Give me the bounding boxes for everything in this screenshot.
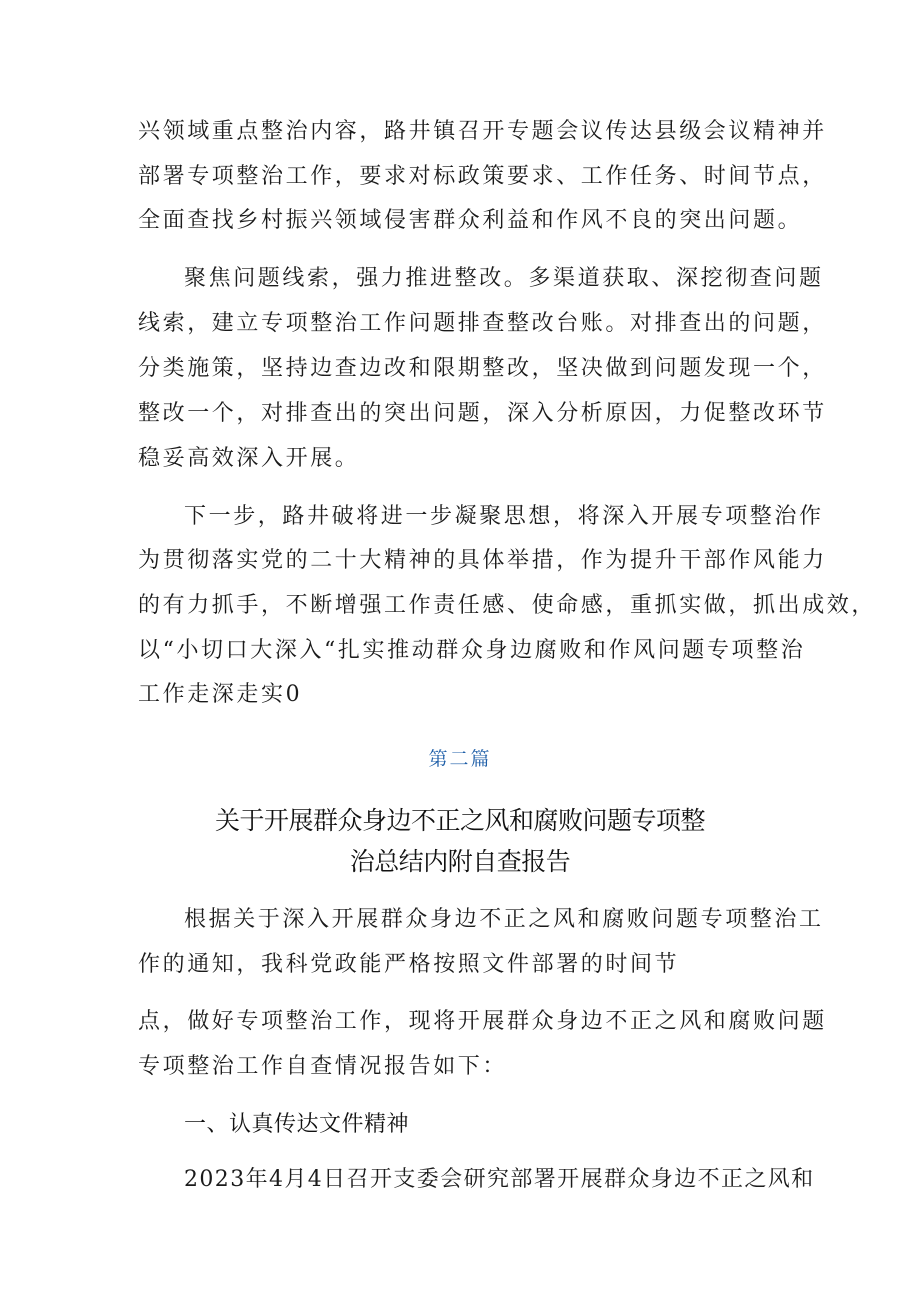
paragraph-2-line-2: 线索，建立专项整治工作问题排查整改台账。对排查出的问题， bbox=[138, 311, 827, 336]
section-heading-1: 一、认真传达文件精神 bbox=[184, 1112, 410, 1137]
paragraph-4-line-2: 作的通知，我科党政能严格按照文件部署的时间节 bbox=[138, 952, 680, 977]
document-title-line-2: 治总结内附自查报告 bbox=[349, 847, 571, 876]
paragraph-3-line-3: 的有力抓手，不断增强工作责任感、使命感，重抓实做，抓出成效， bbox=[138, 593, 877, 618]
paragraph-4-line-1: 根据关于深入开展群众身边不正之风和腐败问题专项整治工 bbox=[184, 907, 824, 932]
section-label: 第二篇 bbox=[428, 748, 492, 770]
document-title-line-1: 关于开展群众身边不正之风和腐败问题专项整 bbox=[214, 806, 705, 835]
paragraph-6-line-1: 2023年4月4日召开支委会研究部署开展群众身边不正之风和 bbox=[184, 1167, 815, 1192]
paragraph-1-line-3: 全面查找乡村振兴领域侵害群众利益和作风不良的突出问题。 bbox=[138, 208, 803, 233]
paragraph-1-line-1: 兴领域重点整治内容，路井镇召开专题会议传达县级会议精神并 bbox=[138, 119, 827, 144]
paragraph-3-line-4: 以“小切口大深入“扎实推动群众身边腐败和作风问题专项整治 bbox=[138, 638, 806, 663]
paragraph-2-line-4: 整改一个，对排查出的突出问题，深入分析原因，力促整改环节 bbox=[138, 401, 827, 426]
paragraph-2-line-1: 聚焦问题线索，强力推进整改。多渠道获取、深挖彻查问题 bbox=[184, 266, 824, 291]
paragraph-1-line-2: 部署专项整治工作，要求对标政策要求、工作任务、时间节点， bbox=[138, 164, 827, 189]
paragraph-3-line-1: 下一步，路井破将进一步凝聚思想，将深入开展专项整治作 bbox=[184, 504, 824, 529]
paragraph-3-line-5: 工作走深走实0 bbox=[138, 682, 303, 707]
paragraph-5-line-2: 专项整治工作自查情况报告如下： bbox=[138, 1054, 508, 1079]
paragraph-3-line-2: 为贯彻落实党的二十大精神的具体举措，作为提升干部作风能力 bbox=[138, 548, 827, 573]
paragraph-2-line-3: 分类施策，坚持边查边改和限期整改，坚决做到问题发现一个， bbox=[138, 356, 827, 381]
paragraph-5-line-1: 点，做好专项整治工作，现将开展群众身边不正之风和腐败问题 bbox=[138, 1009, 827, 1034]
paragraph-2-line-5: 稳妥高效深入开展。 bbox=[138, 446, 360, 471]
